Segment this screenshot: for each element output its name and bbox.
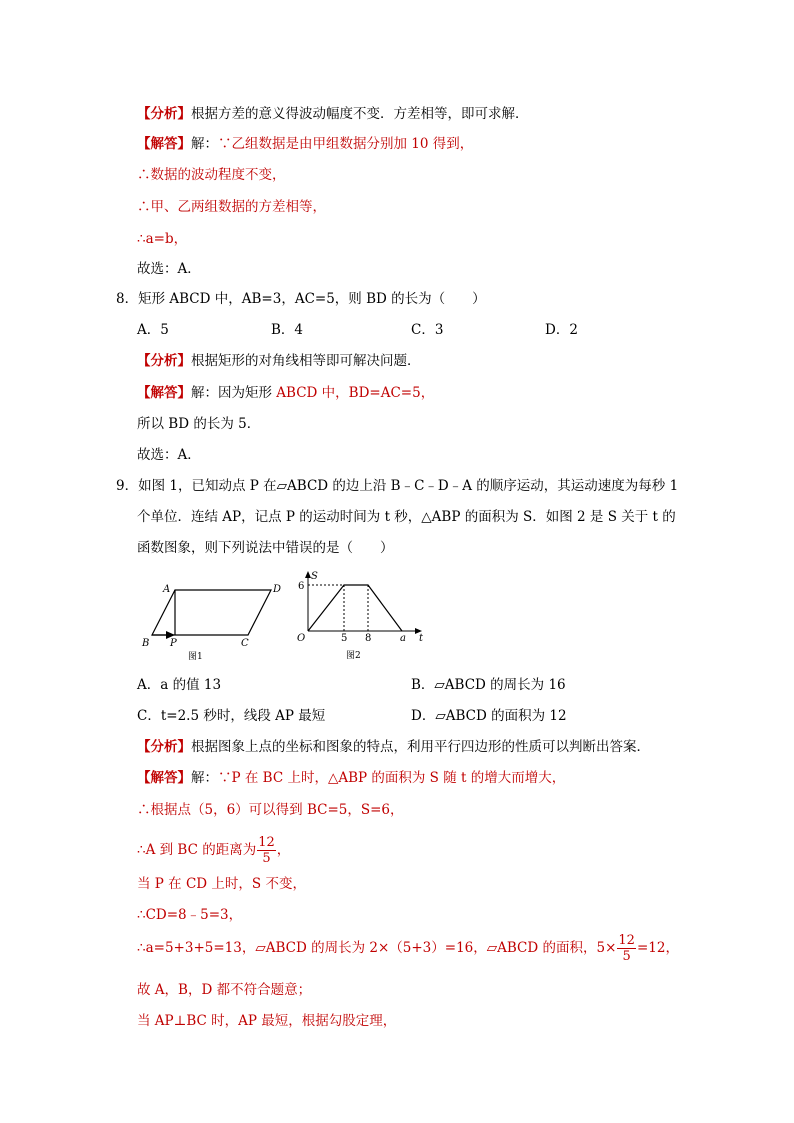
perimeter-area-text: ∴a=5+3+5=13，▱ABCD 的周长为 2×（5+3）=16，▱ABCD 的面积，5× — [137, 940, 617, 956]
label-d: D — [273, 584, 282, 595]
label-o: O — [297, 633, 306, 644]
q9-solution-line-6: 故 A，B，D 都不符合题意； — [137, 982, 312, 998]
label-p: P — [170, 638, 177, 649]
answer-text: ∵P 在 BC 上时，△ABP 的面积为 S 随 t 的增大而增大， — [218, 770, 566, 786]
q7-answer — [137, 134, 473, 154]
q8-stem: 8．矩形 ABCD 中，AB=3，AC=5，则 BD 的长为（ ） — [116, 291, 486, 307]
q9-stem-line-2: 个单位．连结 AP，记点 P 的运动时间为 t 秒，△ABP 的面积为 S．如图 2 是 S 关于 t 的 — [137, 509, 676, 525]
label-t: t — [419, 633, 424, 644]
distance-end: ， — [276, 842, 291, 858]
distance-text: ∴A 到 BC 的距离为 — [137, 842, 257, 858]
q8-option-b: B．4 — [271, 322, 304, 338]
analysis-tag: 【分析】 — [137, 106, 191, 122]
q9-option-b: B．▱ABCD 的周长为 16 — [411, 677, 566, 693]
label-five: 5 — [341, 633, 348, 644]
answer-tag: 【解答】 — [137, 136, 191, 152]
analysis-text: 根据图象上点的坐标和图象的特点，利用平行四边形的性质可以判断出答案． — [191, 739, 650, 755]
q9-option-a: A．a 的值 13 — [137, 677, 222, 693]
q8-option-c: C．3 — [411, 322, 444, 338]
answer-prefix: 解： — [191, 770, 218, 786]
q7-solution-line-2: ∴甲、乙两组数据的方差相等， — [137, 199, 326, 215]
q7-solution-line-3: ∴a=b， — [137, 231, 188, 247]
parallelogram-abcd — [152, 590, 271, 635]
q9-solution-line-2 — [137, 832, 290, 868]
answer-text: ∵乙组数据是由甲组数据分别加 10 得到， — [218, 136, 474, 152]
q7-choose: 故选：A． — [137, 261, 201, 277]
analysis-text: 根据矩形的对角线相等即可解决问题． — [191, 353, 421, 369]
label-c: C — [241, 638, 249, 649]
figure-1-parallelogram — [140, 580, 290, 665]
answer-prefix: 解：因为矩形 — [191, 385, 277, 401]
q8-solution-line-1: 所以 BD 的长为 5． — [137, 416, 261, 432]
analysis-tag: 【分析】 — [137, 739, 191, 755]
fraction-denominator: 5 — [262, 851, 271, 866]
fraction-numerator: 12 — [618, 933, 635, 948]
analysis-tag: 【分析】 — [137, 353, 191, 369]
q8-analysis — [137, 351, 421, 371]
figure-1-caption: 图1 — [188, 652, 203, 662]
q8-option-a: A．5 — [137, 322, 169, 338]
label-s: S — [311, 571, 318, 582]
q9-analysis — [137, 737, 650, 757]
fraction-denominator: 5 — [622, 949, 631, 964]
q9-answer — [137, 768, 565, 788]
graph-line — [308, 585, 402, 631]
label-six: 6 — [298, 581, 305, 592]
q9-solution-line-5 — [137, 930, 679, 966]
q9-option-c: C．t=2.5 秒时，线段 AP 最短 — [137, 708, 326, 724]
answer-tag: 【解答】 — [137, 385, 191, 401]
q7-analysis — [137, 104, 529, 124]
analysis-text: 根据方差的意义得波动幅度不变．方差相等，即可求解． — [191, 106, 529, 122]
q9-solution-line-1: ∴根据点（5，6）可以得到 BC=5，S=6， — [137, 802, 404, 818]
fraction-numerator: 12 — [258, 835, 275, 850]
q9-solution-line-7: 当 AP⊥BC 时，AP 最短，根据勾股定理， — [137, 1013, 397, 1029]
q8-choose: 故选：A． — [137, 447, 201, 463]
figure-2-graph — [290, 567, 430, 667]
q9-solution-line-3: 当 P 在 CD 上时，S 不变， — [137, 876, 306, 892]
fraction — [617, 933, 636, 964]
answer-tag: 【解答】 — [137, 770, 191, 786]
label-eight: 8 — [365, 633, 372, 644]
q9-solution-line-4: ∴CD=8﹣5=3， — [137, 907, 243, 923]
label-a: A — [163, 584, 171, 595]
fraction — [257, 835, 276, 866]
answer-prefix: 解： — [191, 136, 218, 152]
q8-answer — [137, 383, 434, 403]
q9-stem-line-1: 9．如图 1，已知动点 P 在▱ABCD 的边上沿 B﹣C﹣D﹣A 的顺序运动，其运动速度为每秒 1 — [116, 478, 679, 494]
label-b: B — [142, 638, 150, 649]
answer-text: ABCD 中，BD=AC=5， — [276, 385, 435, 401]
q8-option-d: D．2 — [545, 322, 578, 338]
figure-2-caption: 图2 — [346, 651, 361, 661]
label-a: a — [400, 633, 406, 644]
area-result: =12， — [636, 940, 679, 956]
q9-option-d: D．▱ABCD 的面积为 12 — [411, 708, 567, 724]
q7-solution-line-1: ∴数据的波动程度不变， — [137, 167, 286, 183]
q9-stem-line-3: 函数图象，则下列说法中错误的是（ ） — [137, 540, 394, 556]
